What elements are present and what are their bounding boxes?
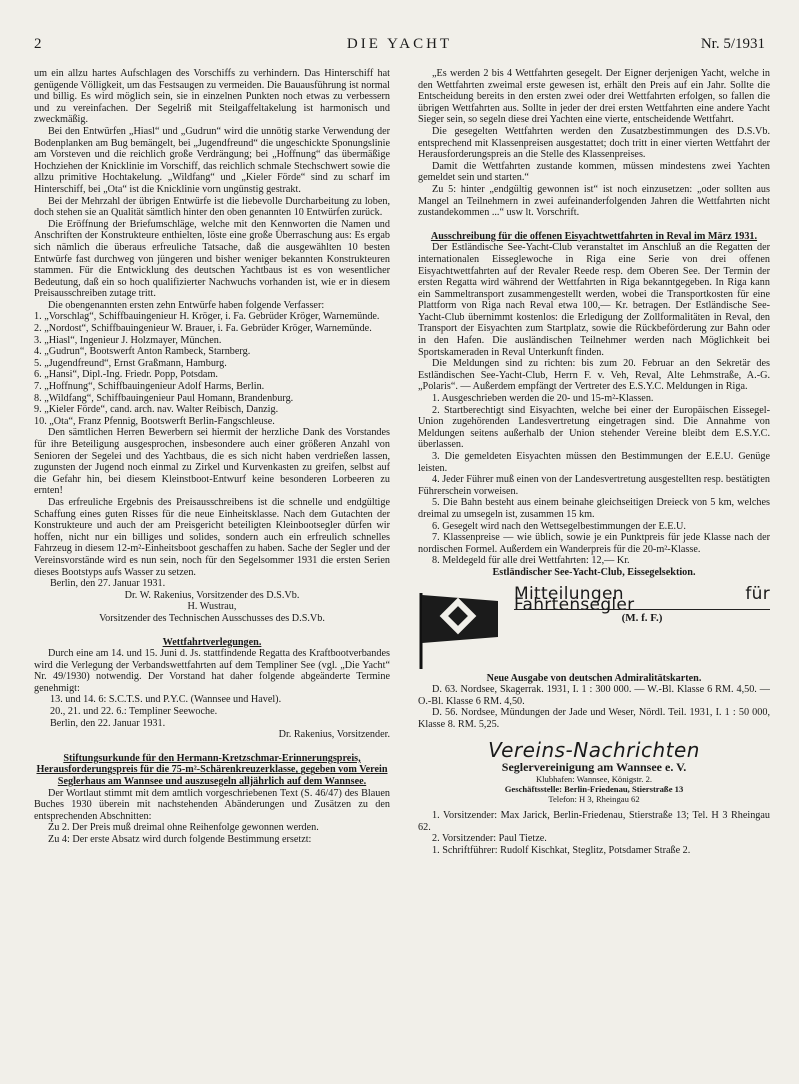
list-item: 7. Klassenpreise — wie üblich, sowie je ein Punktpreis für jede Klasse nach der nordischen Formel. Außerdem ein Wanderpreis für die 20-m²-Klasse. <box>418 532 770 555</box>
paragraph: Bei den Entwürfen „Hiasl“ und „Gudrun“ wird die unnötig starke Verwendung der Bodenplanken am Bug bemängelt, bei „Jugendfreund“ die ungeschickte Sponungslinie am Vorsteven und die reichlich große Verdrängung; bei „Hoffnung“ das übermäßige Hochziehen der Knicklinie im Vorschiff, das reichlich schmale Stechschwert sowie die allzu primitive Hochtakelung. „Wildfang“ und „Kieler Förde“ sind zu scharf im Hinterschiff, bei „Ota“ ist die Knicklinie vorn ungünstig gestrakt. <box>34 125 390 195</box>
section-title: Neue Ausgabe von deutschen Admiralitätskarten. <box>486 672 702 684</box>
club-title: Seglervereinigung am Wannsee e. V. <box>501 760 687 775</box>
paragraph: Bei der Mehrzahl der übrigen Entwürfe ist die liebevolle Durcharbeitung zu loben, doch stehen sie an Qualität sämtlich hinter den oben genannten 10 Entwürfen zurück. <box>34 195 390 219</box>
list-item: 2. Startberechtigt sind Eisyachten, welche bei einer der Europäischen Eissegel-Union zugehörenden Landesvertretung eingetragen sind. Die Annahme von Meldungen seitens außerhalb der Union stehender Vereine bleibt dem E.S.Y.C. überlassen. <box>418 404 770 451</box>
list-item: 6. „Hansi“, Dipl.-Ing. Friedr. Popp, Potsdam. <box>34 369 218 381</box>
signature: Dr. W. Rakenius, Vorsitzender des D.S.Vb. <box>124 589 300 601</box>
issue-number: Nr. 5/1931 <box>700 36 765 52</box>
club-office: Geschäftsstelle: Berlin-Friedenau, Stierstraße 13 <box>504 784 684 795</box>
page-number: 2 <box>34 36 42 52</box>
mff-subtitle: (M. f. F.) <box>621 611 663 624</box>
signature: H. Wustrau, <box>187 601 237 613</box>
list-item: 4. „Gudrun“, Bootswerft Anton Rambeck, Starnberg. <box>34 346 251 358</box>
signature: Vorsitzender des Technischen Ausschusses des D.S.Vb. <box>99 612 325 624</box>
winners-list <box>34 311 390 427</box>
paragraph: D. 56. Nordsee, Mündungen der Jade und Weser, Nördl. Teil. 1931, I. 1 : 50 000, Klasse 8. RM. 5,25. <box>418 707 770 730</box>
paragraph: Die Meldungen sind zu richten: bis zum 20. Februar an den Sekretär des Estländischen See-Yacht-Club, Herrn F. v. Veh, Reval, Alte Lehmstraße, A.-G. „Polaris“. — Außerdem empfängt der Vertreter des E.S.Y.C. Meldungen in Riga. <box>418 358 770 393</box>
left-column <box>34 68 390 846</box>
list-item: 9. „Kieler Förde“, cand. arch. nav. Walter Reibisch, Danzig. <box>34 404 279 416</box>
section-title: Stiftungsurkunde für den Hermann-Kretzschmar-Erinnerungspreis, Herausforderungspreis für die 75-m²-Schärenkreuzerklasse, gegeben vom Verein Seglerhaus am Wannsee und auszusegeln alljährlich auf dem Wannsee. <box>36 752 388 788</box>
journal-title: DIE YACHT <box>346 36 453 52</box>
club-harbor: Klubhafen: Wannsee, Königstr. 2. <box>535 774 653 785</box>
list-item: 3. Die gemeldeten Eisyachten müssen den Bestimmungen der E.E.U. Genüge leisten. <box>418 451 770 474</box>
paragraph: Zu 4: Der erste Absatz wird durch folgende Bestimmung ersetzt: <box>48 834 312 845</box>
paragraph: Der Estländische See-Yacht-Club veranstaltet im Anschluß an die Regatten der internationalen Eisseglewoche in Riga eine Serie von drei offenen Eisyachtwettfahrten auf der Revaler Reede resp. dem Oberen See. Der Termin der ersten Regatta wird während der Wettfahrten in Riga bekanntgegeben. In Riga kann ein Sammeltransport zusammengestellt werden, wobei die Transportkosten für eine Plattform von Riga nach Reval etwa 100,— Kr. betragen. Der Estländische See-Yacht-Club übernimmt kostenlos: die Erledigung der Zollformalitäten in Reval, den Transport der Eisyachten zum Startplatz, sowie die Rückbeförderung zur Bahn oder in den Hafen. Die ausländischen Teilnehmer werden nach Möglichkeit bei Sportskameraden in Reval Unterkunft finden. <box>418 242 770 358</box>
list-item: 2. Vorsitzender: Paul Tietze. <box>432 833 547 845</box>
list-item: 1. Ausgeschrieben werden die 20- und 15-m²-Klassen. <box>432 393 654 405</box>
list-item: 5. Die Bahn besteht aus einem beinahe gleichseitigen Dreieck von 5 km, welches dreimal zu umsegeln ist, zusammen 15 km. <box>418 497 770 520</box>
paragraph: D. 63. Nordsee, Skagerrak. 1931, I. 1 : 300 000. — W.-Bl. Klasse 6 RM. 4,50. — O.-Bl. Klasse 6 RM. 4,50. <box>418 684 770 707</box>
list-item: 7. „Hoffnung“, Schiffbauingenieur Adolf Harms, Berlin. <box>34 381 265 393</box>
pennant-flag-icon <box>418 591 500 669</box>
list-item: 1. „Vorschlag“, Schiffbauingenieur H. Kröger, i. Fa. Gebrüder Kröger, Warnemünde. <box>34 311 380 323</box>
paragraph: Zu 5: hinter „endgültig gewonnen ist“ ist noch einzusetzen: „oder sollten aus Mangel an Teilnehmern in zwei aufeinanderfolgenden Jahren die Wettfahrten nicht zustandekommen ...“ usw lt. Vorschrift. <box>418 183 770 219</box>
paragraph: um ein allzu hartes Aufschlagen des Vorschiffs zu verhindern. Das Hinterschiff hat genügende Völligkeit, um das Festsaugen zu vermeiden. Die Bauausführung ist normal und billig. Es wird möglich sein, sie in einzelnen Punkten noch etwas zu verbessern und zu vereinfachen. Der Segelriß mit Steilgaffeltakelung ist harmonisch und zweckmäßig. <box>34 68 390 126</box>
vereins-nachrichten-heading: Vereins-Nachrichten <box>488 737 700 762</box>
list-item: 8. Meldegeld für alle drei Wettfahrten: 12,— Kr. <box>432 555 630 567</box>
mff-title: Mitteilungen für Fahrtensegler <box>514 583 770 616</box>
dateline: Berlin, den 27. Januar 1931. <box>50 578 166 590</box>
signature: Dr. Rakenius, Vorsitzender. <box>278 729 390 741</box>
paragraph: Damit die Wettfahrten zustande kommen, müssen mindestens zwei Yachten gemeldet sein und starten.“ <box>418 160 770 184</box>
paragraph: Die gesegelten Wettfahrten werden den Zusatzbestimmungen des D.S.Vb. entsprechend mit Klassenpreisen ausgestattet; doch tritt in einer vierten Wettfahrt der Herausforderungspreis an die Stelle des Klassenpreises. <box>418 125 770 161</box>
list-item: 8. „Wildfang“, Schiffbauingenieur Paul Homann, Brandenburg. <box>34 392 294 404</box>
paragraph: Die obengenannten ersten zehn Entwürfe haben folgende Verfasser: <box>48 299 325 311</box>
list-item: 3. „Hiasl“, Ingenieur J. Holzmayer, München. <box>34 334 222 346</box>
dateline: Berlin, den 22. Januar 1931. <box>50 717 166 729</box>
mff-banner <box>418 583 770 673</box>
paragraph: Der Wortlaut stimmt mit dem amtlich vorgeschriebenen Text (S. 46/47) des Blauen Buches 1930 überein mit nachstehenden Abänderungen und Zusätzen zu den entsprechenden Abschnitten: <box>34 787 390 822</box>
paragraph: Zu 2. Der Preis muß dreimal ohne Reihenfolge gewonnen werden. <box>48 822 319 834</box>
paragraph: Durch eine am 14. und 15. Juni d. Js. stattfindende Regatta des Kraftbootverbandes wird die Verlegung der Verbandswettfahrten auf dem Templiner See (vgl. „Die Yacht“ Nr. 49/1930) notwendig. Der Vorstand hat daher folgende abgeänderte Termine genehmigt: <box>34 648 390 694</box>
list-item: 4. Jeder Führer muß einen von der Landesvertretung ausgestellten resp. bestätigten Führerschein vorweisen. <box>418 474 770 497</box>
list-item: 10. „Ota“, Franz Pfennig, Bootswerft Berlin-Fangschleuse. <box>34 415 275 427</box>
list-item: 5. „Jugendfreund“, Ernst Graßmann, Hamburg. <box>34 357 227 369</box>
paragraph: Das erfreuliche Ergebnis des Preisausschreibens ist die schnelle und endgültige Schaffung eines guten Risses für die neue Einheitsklasse. Nach dem Gutachten der Konstrukteure und auch der am Preisgericht beteiligten Kleinbootsegler dürfen wir hoffen, nicht nur ein billiges und solides, sondern auch ein erfreulich schnelles Fahrzeug in diesem 12-m²-Einheitsboot geschaffen zu haben. Sache der Segler und der Vereinsvorstände wird es nun sein, noch für den Segelsommer 1931 die ersten Serien dieses Bootstyps aufs Wasser zu setzen. <box>34 496 390 578</box>
list-item: 13. und 14. 6: S.C.T.S. und P.Y.C. (Wannsee und Havel). <box>50 694 282 706</box>
list-item: 6. Gesegelt wird nach den Wettsegelbestimmungen der E.E.U. <box>432 520 686 532</box>
list-item: 20., 21. und 22. 6.: Templiner Seewoche. <box>50 706 218 718</box>
paragraph: Die Eröffnung der Briefumschläge, welche mit den Kennworten die Namen und Anschriften der Konstrukteure enthielten, löste eine große Überraschung aus: Es ergab sich nämlich die überaus erfreuliche Tatsache, daß die ausgewählten 10 besten Entwürfe fast durchweg von jüngeren und bisher weniger bekannten Konstrukteuren stammen. Für die Entwicklung des deutschen Yachtbaus ist es von wesentlicher Bedeutung, daß ein so hoch qualifizierter Nachwuchs vorhanden ist, wie er in diesem Preisausschreiben zutage tritt. <box>34 218 390 300</box>
section-title: Ausschreibung für die offenen Eisyachtwettfahrten in Reval im März 1931. <box>430 230 758 242</box>
right-column <box>418 68 770 856</box>
section-title: Wettfahrtverlegungen. <box>162 636 262 648</box>
list-item: 1. Vorsitzender: Max Jarick, Berlin-Friedenau, Stierstraße 13; Tel. H 3 Rheingau 62. <box>418 810 770 833</box>
list-item: 1. Schriftführer: Rudolf Kischkat, Steglitz, Potsdamer Straße 2. <box>432 844 691 856</box>
paragraph: „Es werden 2 bis 4 Wettfahrten gesegelt. Der Eigner derjenigen Yacht, welche in den Wettfahrten zweimal erste gewesen ist, erhält den Preis auf ein Jahr. Sollte die Entscheidung bereits in den ersten zwei oder drei Wettfahrten erfolgen, so fallen die übrigen Wettfahrten aus. Sollte in jeder der drei ersten Wettfahrten eine andere Yacht Sieger sein, so segeln diese drei Yachten eine vierte, entscheidende Wettfahrt. <box>418 68 770 126</box>
signature: Estländischer See-Yacht-Club, Eissegelsektion. <box>492 566 696 578</box>
page-header <box>34 36 765 58</box>
club-phone: Telefon: H 3, Rheingau 62 <box>548 794 640 805</box>
list-item: 2. „Nordost“, Schiffbauingenieur W. Brauer, i. Fa. Gebrüder Kröger, Warnemünde. <box>34 323 372 335</box>
paragraph: Den sämtlichen Herren Bewerbern sei hiermit der herzliche Dank des Vorstandes für ihre Beteiligung ausgesprochen, insbesondere auch einer größeren Anzahl von Senioren der Segelei und des Yachtbaus, die es sich nicht haben verdrießen lassen, zugunsten der Jugend noch einmal zu Zirkel und Kurvenkasten zu greifen, selbst auf die Gefahr hin, bei diesem Kleinstboot-Entwurf keine besonderen Lorbeeren zu ernten! <box>34 427 390 497</box>
